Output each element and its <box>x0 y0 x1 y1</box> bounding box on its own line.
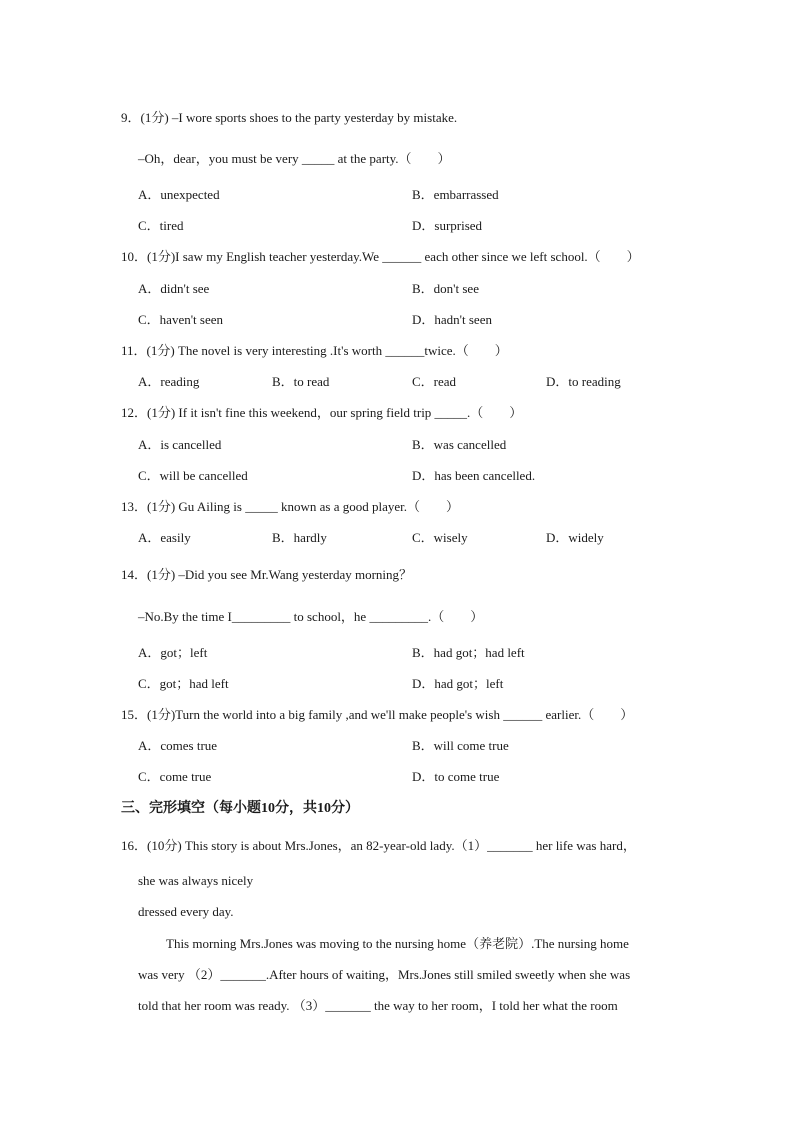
question-12-option-a: A．is cancelled <box>138 437 222 452</box>
question-12-stem: 12．(1分) If it isn't fine this weekend，our spring field trip _____.（ ） <box>121 405 523 420</box>
question-12-option-c: C．will be cancelled <box>138 468 248 483</box>
question-15-stem: 15．(1分)Turn the world into a big family ,and we'll make people's wish ______ earlier.（ ） <box>121 707 634 722</box>
question-14-reply: –No.By the time I_________ to school，he _________.（ ） <box>138 609 484 624</box>
question-10-option-b: B．don't see <box>412 281 479 296</box>
question-10-option-c: C．haven't seen <box>138 312 224 327</box>
question-10-option-d: D．hadn't seen <box>412 312 492 327</box>
question-16-stem: 16．(10分) This story is about Mrs.Jones，an 82-year-old lady.（1）_______ her life was hard， <box>121 838 636 853</box>
question-9-option-a: A．unexpected <box>138 187 220 202</box>
question-14-option-d: D．had got；left <box>412 676 504 691</box>
section-title: 三、完形填空（每小题10分，共10分） <box>121 801 359 816</box>
question-14-option-a: A．got；left <box>138 645 208 660</box>
question-9-option-b: B．embarrassed <box>412 187 499 202</box>
question-14-option-c: C．got；had left <box>138 676 229 691</box>
question-9-stem: 9．(1分) –I wore sports shoes to the party yesterday by mistake. <box>121 110 458 125</box>
question-16-line-3: dressed every day. <box>138 904 234 919</box>
question-15-option-a: A．comes true <box>138 738 218 753</box>
question-10-option-a: A．didn't see <box>138 281 210 296</box>
question-13-option-d: D．widely <box>546 530 604 545</box>
passage-line-1: This morning Mrs.Jones was moving to the nursing home（养老院）.The nursing home <box>166 936 629 951</box>
passage-line-2: was very （2）_______.After hours of waiting，Mrs.Jones still smiled sweetly when she was <box>138 967 631 982</box>
question-12-option-d: D．has been cancelled. <box>412 468 536 483</box>
question-13-option-b: B．hardly <box>272 530 327 545</box>
question-9-option-c: C．tired <box>138 218 184 233</box>
question-14-stem: 14．(1分) –Did you see Mr.Wang yesterday morning？ <box>121 567 413 582</box>
question-15-option-d: D．to come true <box>412 769 500 784</box>
question-14-option-b: B．had got；had left <box>412 645 525 660</box>
question-11-option-b: B．to read <box>272 374 330 389</box>
question-13-option-a: A．easily <box>138 530 191 545</box>
question-9-reply: –Oh，dear，you must be very _____ at the party.（ ） <box>138 151 451 166</box>
question-15-option-c: C．come true <box>138 769 212 784</box>
question-9-option-d: D．surprised <box>412 218 483 233</box>
question-12-option-b: B．was cancelled <box>412 437 507 452</box>
question-13-option-c: C．wisely <box>412 530 468 545</box>
question-10-stem: 10．(1分)I saw my English teacher yesterday.We ______ each other since we left school.（ ） <box>121 249 640 264</box>
question-11-option-a: A．reading <box>138 374 200 389</box>
question-11-stem: 11．(1分) The novel is very interesting .It's worth ______twice.（ ） <box>121 343 508 358</box>
question-11-option-d: D．to reading <box>546 374 621 389</box>
question-15-option-b: B．will come true <box>412 738 509 753</box>
question-11-option-c: C．read <box>412 374 457 389</box>
question-16-line-2: she was always nicely <box>138 873 254 888</box>
passage-line-3: told that her room was ready. （3）_______ the way to her room，I told her what the room <box>138 998 618 1013</box>
question-13-stem: 13．(1分) Gu Ailing is _____ known as a good player.（ ） <box>121 499 459 514</box>
